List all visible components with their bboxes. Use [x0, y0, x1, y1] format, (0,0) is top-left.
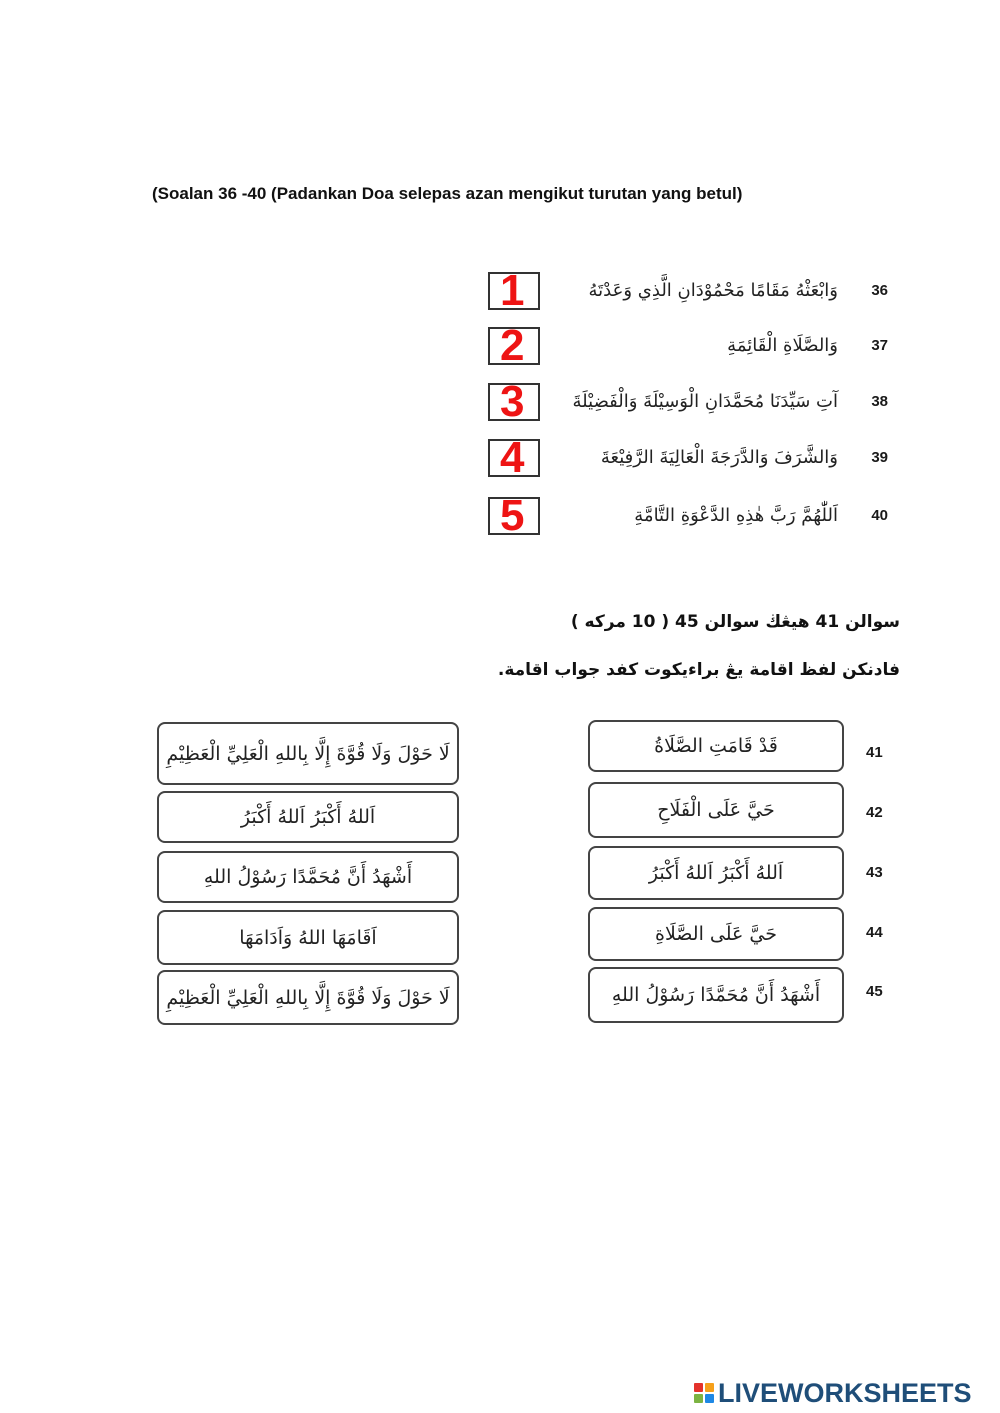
answer-value-36: 1: [500, 266, 525, 315]
brand-name: LIVEWORKSHEETS: [718, 1377, 972, 1408]
question-number-38: 38: [871, 393, 888, 410]
section2-subheading: فادنكن لفظ اقامة يڠ براءيكوت كفد جواب اقامة.: [497, 660, 900, 680]
option-box-5[interactable]: لَا حَوْلَ وَلَا قُوَّةَ إِلَّا بِاللهِ الْعَلِيِّ الْعَظِيْمِ: [157, 970, 459, 1025]
question-box-42[interactable]: حَيَّ عَلَى الْفَلَاحِ: [588, 782, 844, 838]
question-box-43[interactable]: اَللهُ أَكْبَرُ اَللهُ أَكْبَرُ: [588, 846, 844, 900]
question-number-42: 42: [866, 804, 883, 821]
question-row-37: [470, 321, 900, 373]
question-number-37: 37: [871, 337, 888, 354]
option-box-2[interactable]: اَللهُ أَكْبَرُ اَللهُ أَكْبَرُ: [157, 791, 459, 843]
brand-mark-icon: [694, 1383, 714, 1403]
question-box-41[interactable]: قَدْ قَامَتِ الصَّلَاةُ: [588, 720, 844, 772]
question-row-36: [470, 266, 900, 318]
question-number-39: 39: [871, 449, 888, 466]
question-number-43: 43: [866, 864, 883, 881]
section2-heading: سوالن 41 هيڠڬ سوالن 45 ( 10 مركه ): [570, 612, 900, 632]
question-number-36: 36: [871, 282, 888, 299]
question-text-39: وَالشَّرَفَ وَالدَّرَجَةَ الْعَالِيَةَ الرَّفِيْعَةَ: [600, 447, 838, 468]
answer-value-39: 4: [500, 433, 525, 482]
question-text-36: وَابْعَثْهُ مَقَامًا مَحْمُوْدَانِ الَّذِي وَعَدْتَهُ: [588, 280, 838, 301]
question-number-44: 44: [866, 924, 883, 941]
instruction-title: (Soalan 36 -40 (Padankan Doa selepas azan mengikut turutan yang betul): [152, 184, 743, 203]
option-box-1[interactable]: لَا حَوْلَ وَلَا قُوَّةَ إِلَّا بِاللهِ الْعَلِيِّ الْعَظِيْمِ: [157, 722, 459, 785]
option-box-3[interactable]: أَشْهَدُ أَنَّ مُحَمَّدًا رَسُوْلُ اللهِ: [157, 851, 459, 903]
answer-value-37: 2: [500, 321, 525, 370]
question-row-39: [470, 433, 900, 485]
question-row-38: [470, 377, 900, 429]
question-text-38: آتِ سَيِّدَنَا مُحَمَّدَانِ الْوَسِيْلَةَ وَالْفَضِيْلَةَ: [572, 391, 838, 412]
question-text-37: وَالصَّلَاةِ الْقَائِمَةِ: [727, 335, 838, 356]
option-box-4[interactable]: اَقَامَهَا اللهُ وَاَدَامَهَا: [157, 910, 459, 965]
question-text-40: اَللّٰهُمَّ رَبَّ هٰذِهِ الدَّعْوَةِ التَّامَّةِ: [634, 505, 838, 526]
liveworksheets-logo[interactable]: [694, 1378, 972, 1408]
answer-value-40: 5: [500, 491, 525, 540]
question-row-40: [470, 491, 900, 543]
question-box-44[interactable]: حَيَّ عَلَى الصَّلَاةِ: [588, 907, 844, 961]
question-number-40: 40: [871, 507, 888, 524]
question-number-41: 41: [866, 744, 883, 761]
question-number-45: 45: [866, 983, 883, 1000]
question-box-45[interactable]: أَشْهَدُ أَنَّ مُحَمَّدًا رَسُوْلُ اللهِ: [588, 967, 844, 1023]
answer-value-38: 3: [500, 377, 525, 426]
